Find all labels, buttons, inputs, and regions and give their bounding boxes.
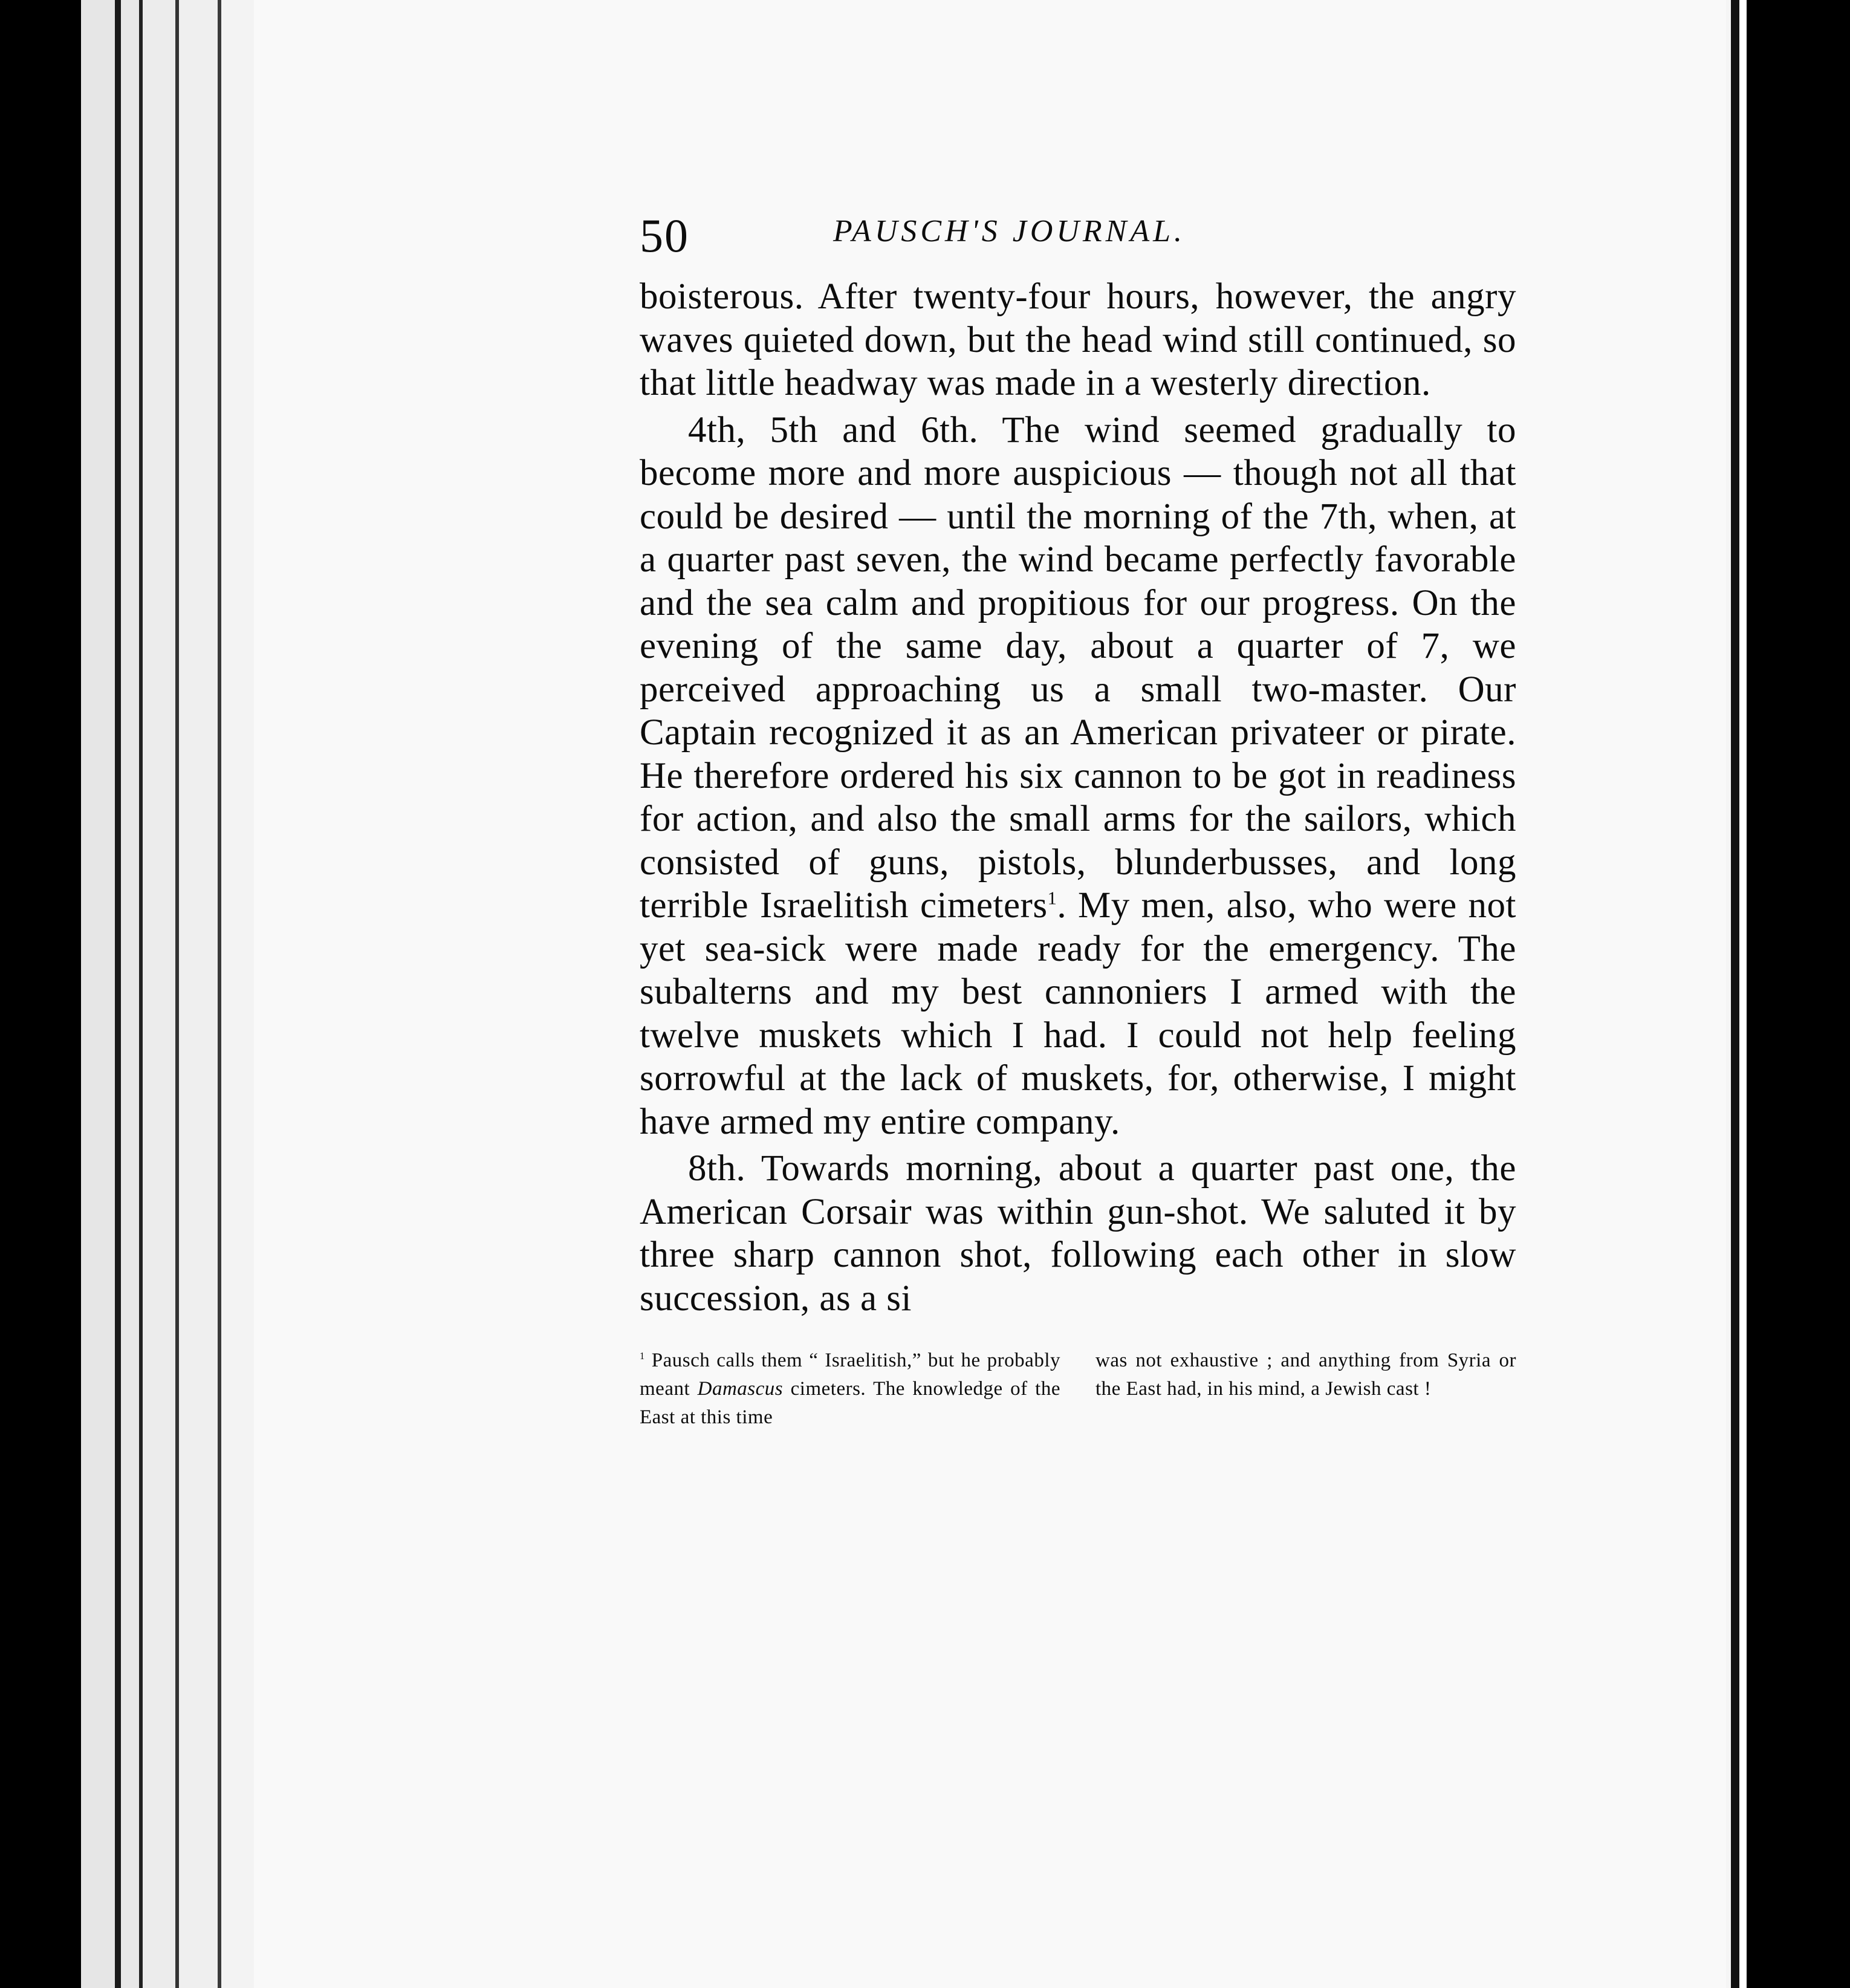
footnote-right-column: was not exhaustive ; and anything from Syria or the East had, in his mind, a Jewish cast ! <box>1095 1350 1516 1400</box>
footnote <box>640 1346 1516 1432</box>
paragraph-3: 8th. Towards morning, about a quarter past one, the American Corsair was within gun-shot. We saluted it by three sharp cannon shot, following each other in slow succession, as a si <box>640 1148 1516 1319</box>
running-head <box>640 209 1516 275</box>
running-title: PAUSCH'S JOURNAL. <box>833 214 1186 248</box>
page-content <box>640 209 1516 1432</box>
paragraph-2 <box>640 409 1516 1144</box>
page-number: 50 <box>640 209 689 262</box>
binding-edge <box>1726 0 1762 1988</box>
footnote-left-column <box>640 1346 1060 1432</box>
paragraph-1: boisterous. After twenty-four hours, however, the angry waves quieted down, but the head wind still continued, so that little headway was made in a westerly direction. <box>640 276 1516 403</box>
footnote-italic-term: Damascus <box>697 1378 784 1400</box>
footnote-left-text-a: Pausch calls them “ Israelitish,” but he probably meant <box>640 1350 1060 1400</box>
body-text <box>640 275 1516 1320</box>
footnote-reference: 1 <box>1047 888 1057 909</box>
footnote-mark: 1 <box>640 1350 645 1362</box>
footnote-left-text-b: cimeters. The knowledge of the East at this time <box>640 1378 1060 1428</box>
paragraph-2-part-a: 4th, 5th and 6th. The wind seemed gradually to become more and more auspicious — though not all that could be desired — until the morning of the 7th, when, at a quarter past seven, the wind became perfectly favorable and the sea calm and propitious for our progress. On the evening of the same day, about a quarter of 7, we perceived approaching us a small two-master. Our Captain recognized it as an American privateer or pirate. He therefore ordered his six cannon to be got in readiness for action, and also the small arms for the sailors, which consisted of guns, pistols, blunderbusses, and long terrible Israelitish cimeters <box>640 409 1516 926</box>
paragraph-2-part-b: . My men, also, who were not yet sea-sick were made ready for the emergency. The subalterns and my best cannoniers I armed with the twelve muskets which I had. I could not help feeling sorrowful at the lack of muskets, for, otherwise, I might have armed my entire company. <box>640 885 1516 1142</box>
page-edges <box>73 0 254 1988</box>
